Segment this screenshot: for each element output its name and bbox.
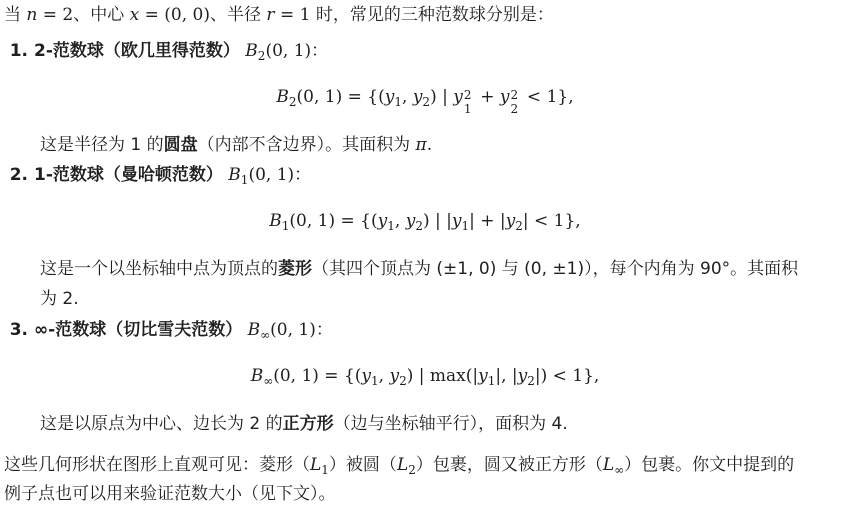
item-heading (0, 163, 311, 192)
var-r: r (266, 5, 275, 25)
math-symbol: L (396, 455, 409, 475)
math-superscript: 2 (463, 88, 472, 102)
math-symbol: y (361, 366, 372, 386)
intro-text: 当 (4, 5, 27, 25)
outro-line (4, 482, 336, 506)
math-subscript: ∞ (263, 374, 274, 388)
display-formula (0, 364, 850, 393)
list-number: 1. (9, 41, 28, 61)
colon: ： (311, 41, 329, 61)
math-text: | + | (469, 211, 506, 231)
desc-text: （其四个顶点为 (±1, 0) 与 (0, ±1)），每个内角为 90°。其面积 (312, 259, 799, 279)
item-heading (0, 318, 333, 347)
math-subscript: ∞ (260, 328, 271, 342)
item-description (40, 257, 798, 281)
math-symbol: y (384, 87, 395, 107)
math-symbol: B (269, 211, 282, 231)
item-description (40, 287, 79, 311)
outro-line (4, 453, 794, 482)
math-subscript: 1 (487, 374, 496, 388)
desc-text: 这是以原点为中心、边长为 2 的 (40, 414, 283, 434)
math-text: < 1}, (521, 87, 574, 107)
math-supsub (463, 85, 475, 116)
math-text: |, | (495, 366, 518, 386)
math-text: , (394, 211, 406, 231)
math-superscript: 2 (510, 88, 519, 102)
math-text: , (378, 366, 390, 386)
list-number: 2. (9, 165, 28, 185)
math-text: | < 1}, (522, 211, 581, 231)
intro-line (4, 3, 554, 27)
var-n: n (26, 5, 38, 25)
math-symbol: y (412, 87, 423, 107)
math-symbol: B (276, 87, 289, 107)
desc-text: 为 2. (40, 289, 79, 309)
math-subscript: 2 (257, 49, 266, 63)
math-subscript: 2 (515, 219, 523, 233)
math-text: ) | max(| (406, 366, 479, 386)
math-subscript: 2 (527, 374, 535, 388)
item-title: ∞-范数球（切比雪夫范数） (34, 320, 243, 340)
math-symbol: y (517, 366, 528, 386)
var-x: x (129, 5, 140, 25)
desc-bold: 正方形 (282, 414, 334, 434)
math-text: |) < 1}, (534, 366, 600, 386)
outro-text: ）被圆（ (328, 455, 397, 475)
list-number: 3. (9, 320, 28, 340)
math-subscript: 2 (415, 219, 423, 233)
math-text: = (0, 0) (139, 5, 210, 25)
math-subscript: 1 (461, 219, 470, 233)
math-subscript: 1 (321, 463, 329, 477)
math-symbol: y (499, 87, 510, 107)
math-symbol: B (245, 41, 258, 61)
math-text: ) | | (422, 211, 452, 231)
math-symbol: y (405, 211, 416, 231)
display-formula (0, 85, 850, 114)
math-symbol: y (389, 366, 400, 386)
math-subscript: 2 (422, 95, 431, 109)
outro-text: ）包裹，圆又被正方形（ (415, 455, 603, 475)
item-title: 1-范数球（曼哈顿范数） (34, 165, 223, 185)
math-symbol: B (247, 320, 261, 340)
math-subscript: 1 (387, 219, 395, 233)
math-text: (0, 1) = {( (289, 211, 378, 231)
math-subscript: 2 (408, 463, 416, 477)
math-text: + (474, 87, 500, 107)
math-symbol: L (310, 455, 322, 475)
math-subscript: 2 (288, 95, 297, 109)
math-text: (0, 1) (270, 320, 316, 340)
desc-text: 这是半径为 1 的 (40, 135, 164, 155)
outro-text: 这些几何形状在图形上直观可见：菱形（ (4, 455, 310, 475)
math-text: = 1 (274, 5, 311, 25)
outro-text: 例子点也可以用来验证范数大小（见下文）。 (4, 484, 336, 504)
math-symbol: B (250, 366, 264, 386)
math-text: , (402, 87, 413, 107)
display-formula (0, 209, 850, 238)
math-symbol: B (228, 165, 241, 185)
desc-bold: 圆盘 (163, 135, 198, 155)
desc-text: （边与坐标轴平行），面积为 4. (333, 414, 568, 434)
math-symbol: y (453, 87, 463, 107)
desc-text: （内部不含边界）。其面积为 (197, 135, 416, 155)
item-description (40, 133, 432, 157)
math-symbol: π (415, 135, 427, 155)
math-symbol: y (451, 211, 462, 231)
math-supsub (510, 85, 522, 116)
math-symbol: y (505, 211, 516, 231)
math-text: (0, 1) (265, 41, 312, 61)
outro-text: ）包裹。你文中提到的 (624, 455, 795, 475)
math-subscript: 1 (371, 374, 379, 388)
math-symbol: y (377, 211, 388, 231)
math-symbol: L (602, 455, 615, 475)
intro-text: 、半径 (210, 5, 267, 25)
intro-text: 、中心 (73, 5, 130, 25)
colon: ： (315, 320, 333, 340)
math-subscript: 1 (394, 95, 402, 109)
math-subscript: 1 (281, 219, 290, 233)
math-symbol: y (478, 366, 488, 386)
desc-bold: 菱形 (278, 259, 312, 279)
math-text: (0, 1) = {( (296, 87, 385, 107)
math-text: (0, 1) = {( (273, 366, 362, 386)
math-subscript: 1 (463, 102, 472, 116)
intro-text: 时，常见的三种范数球分别是： (310, 5, 554, 25)
item-title: 2-范数球（欧几里得范数） (34, 41, 240, 61)
desc-text: 这是一个以坐标轴中点为顶点的 (40, 259, 278, 279)
item-heading (0, 39, 328, 68)
item-description (40, 412, 568, 436)
desc-text: . (426, 135, 433, 155)
math-text: ) | (430, 87, 454, 107)
math-subscript: 2 (510, 102, 519, 116)
math-subscript: 2 (399, 374, 407, 388)
math-text: = 2 (37, 5, 74, 25)
math-subscript: ∞ (614, 463, 625, 477)
colon: ： (294, 165, 312, 185)
math-text: (0, 1) (248, 165, 295, 185)
math-subscript: 1 (240, 173, 249, 187)
